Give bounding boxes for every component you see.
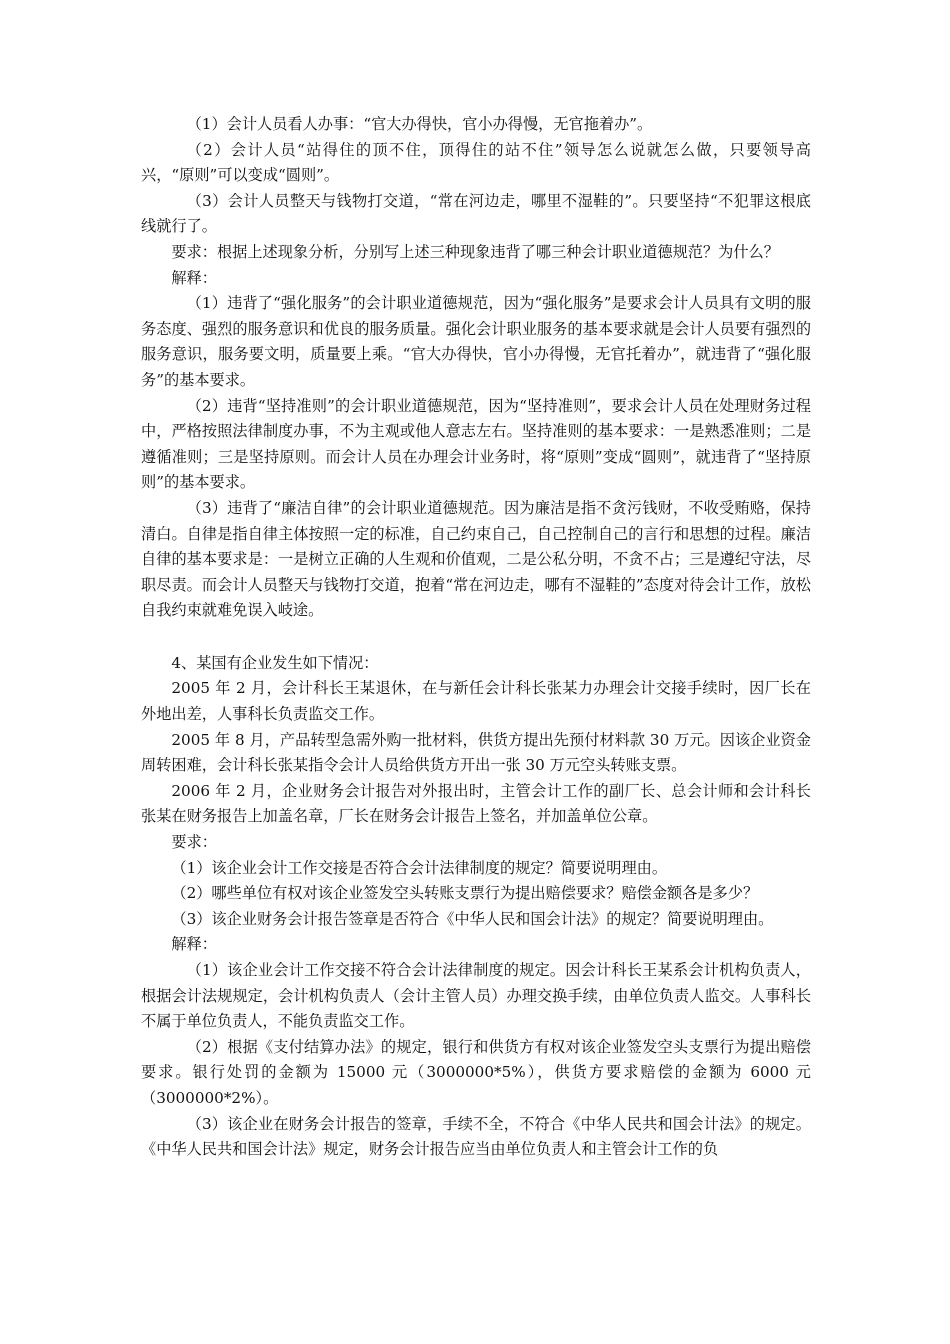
answer-4-1: （1）该企业会计工作交接不符合会计法律制度的规定。因会计科长王某系会计机构负责人，根据会计法规规定，会计机构负责人（会计主管人员）办理交换手续，由单位负责人监交。人事科长不属于单位负责人，不能负责监交工作。	[141, 961, 811, 1031]
question-3: （3）该企业财务会计报告签章是否符合《中华人民和国会计法》的规定？简要说明理由。	[171, 909, 774, 928]
explanation-label-2: 解释：	[171, 935, 217, 954]
question-2: （2）哪些单位有权对该企业签发空头转账支票行为提出赔偿要求？赔偿金额各是多少？	[171, 884, 759, 903]
case-item-3: （3）会计人员整天与钱物打交道，“常在河边走，哪里不湿鞋的”。只要坚持“不犯罪这根底线就行了。	[141, 191, 811, 236]
case-4-heading: 4、某国有企业发生如下情况：	[171, 653, 379, 672]
requirement-label: 要求：	[171, 833, 217, 852]
case-item-2: （2）会计人员“站得住的顶不住，顶得住的站不住”领导怎么说就怎么做，只要领导高兴，“原则”可以变成“圆则”。	[141, 140, 811, 185]
document-page	[141, 112, 811, 1163]
fact-2: 2005 年 8 月，产品转型急需外购一批材料，供货方提出先预付材料款 30 万元。因该企业资金周转困难，会计科长张某指令会计人员给供货方开出一张 30 万元空头转账支票。	[141, 730, 811, 775]
case-item-1: （1）会计人员看人办事：“官大办得快，官小办得慢，无官拖着办”。	[186, 115, 653, 133]
requirement-paragraph: 要求：根据上述现象分析，分别写上述三种现象违背了哪三种会计职业道德规范？为什么？	[171, 242, 779, 261]
explanation-label: 解释：	[171, 268, 217, 287]
question-1: （1）该企业会计工作交接是否符合会计法律制度的规定？简要说明理由。	[171, 858, 668, 877]
answer-1: （1）违背了“强化服务”的会计职业道德规范，因为“强化服务”是要求会计人员具有文明的服务态度、强烈的服务意识和优良的服务质量。强化会计职业服务的基本要求就是会计人员要有强烈的服务意识，服务要文明，质量要上乘。“官大办得快，官小办得慢，无官托着办”，就违背了“强化服务”的基本要求。	[141, 294, 811, 389]
section-gap	[141, 624, 811, 651]
answer-4-2: （2）根据《支付结算办法》的规定，银行和供货方有权对该企业签发空头支票行为提出赔偿要求。银行处罚的金额为 15000 元（3000000*5%），供货方要求赔偿的金额为 6000 元（3000000*2%）。	[141, 1037, 811, 1107]
answer-4-3: （3）该企业在财务会计报告的签章，手续不全，不符合《中华人民共和国会计法》的规定。《中华人民共和国会计法》规定，财务会计报告应当由单位负责人和主管会计工作的负	[141, 1114, 811, 1159]
fact-1: 2005 年 2 月，会计科长王某退休，在与新任会计科长张某力办理会计交接手续时，因厂长在外地出差，人事科长负责监交工作。	[141, 679, 811, 724]
answer-2: （2）违背“坚持准则”的会计职业道德规范，因为“坚持准则”，要求会计人员在处理财务过程中，严格按照法律制度办事，不为主观或他人意志左右。坚持准则的基本要求：一是熟悉准则；二是遵循准则；三是坚持原则。而会计人员在办理会计业务时，将“原则”变成“圆则”，就违背了“坚持原则”的基本要求。	[141, 396, 811, 492]
answer-3: （3）违背了“廉洁自律”的会计职业道德规范。因为廉洁是指不贪污钱财，不收受贿赂，保持清白。自律是指自律主体按照一定的标准，自己约束自己，自己控制自己的言行和思想的过程。廉洁自律的基本要求是：一是树立正确的人生观和价值观，二是公私分明，不贪不占；三是遵纪守法，尽职尽责。而会计人员整天与钱物打交道，抱着“常在河边走，哪有不湿鞋的”态度对待会计工作，放松自我约束就难免误入岐途。	[141, 498, 811, 620]
fact-3: 2006 年 2 月，企业财务会计报告对外报出时，主管会计工作的副厂长、总会计师和会计科长张某在财务报告上加盖名章，厂长在财务会计报告上签名，并加盖单位公章。	[141, 781, 811, 826]
